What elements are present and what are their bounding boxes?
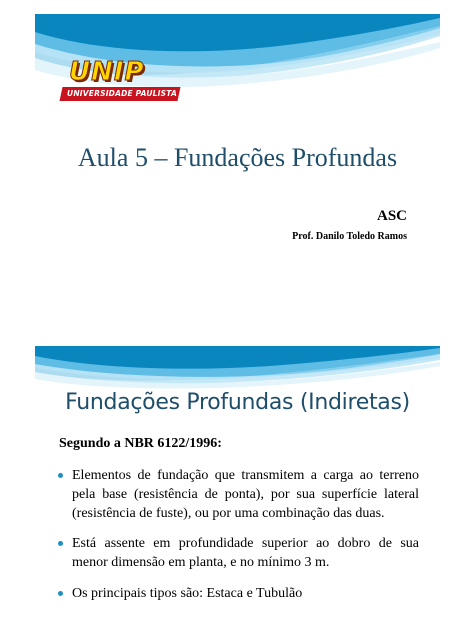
professor-name: Prof. Danilo Toledo Ramos	[292, 231, 407, 242]
slide-title	[35, 14, 440, 284]
wave-banner	[35, 346, 440, 391]
bullet-icon	[58, 473, 63, 478]
list-item	[57, 534, 419, 572]
slide-content	[35, 346, 440, 632]
bullet-text: Está assente em profundidade superior ao dobro de sua menor dimensão em planta, e no mínimo 3 m.	[72, 536, 419, 570]
logo-wordmark: UNIP	[69, 57, 145, 87]
bullet-text: Elementos de fundação que transmitem a carga ao terreno pela base (resistência de ponta), por sua superfície lateral (resistência de fuste), ou por uma combinação das duas.	[72, 468, 419, 521]
bullet-text: Os principais tipos são: Estaca e Tubulão	[72, 586, 303, 601]
bullet-icon	[58, 541, 63, 546]
unip-logo	[61, 58, 185, 104]
course-code: ASC	[376, 208, 407, 224]
lecture-title: Aula 5 – Fundações Profundas	[77, 143, 398, 172]
bullet-list	[57, 466, 419, 603]
logo-tagline: UNIVERSIDADE PAULISTA	[67, 89, 177, 98]
subheading: Segundo a NBR 6122/1996:	[59, 436, 222, 451]
list-item	[57, 584, 419, 603]
list-item	[57, 466, 419, 523]
bullet-icon	[58, 591, 63, 596]
section-title: Fundações Profundas (Indiretas)	[65, 390, 410, 415]
